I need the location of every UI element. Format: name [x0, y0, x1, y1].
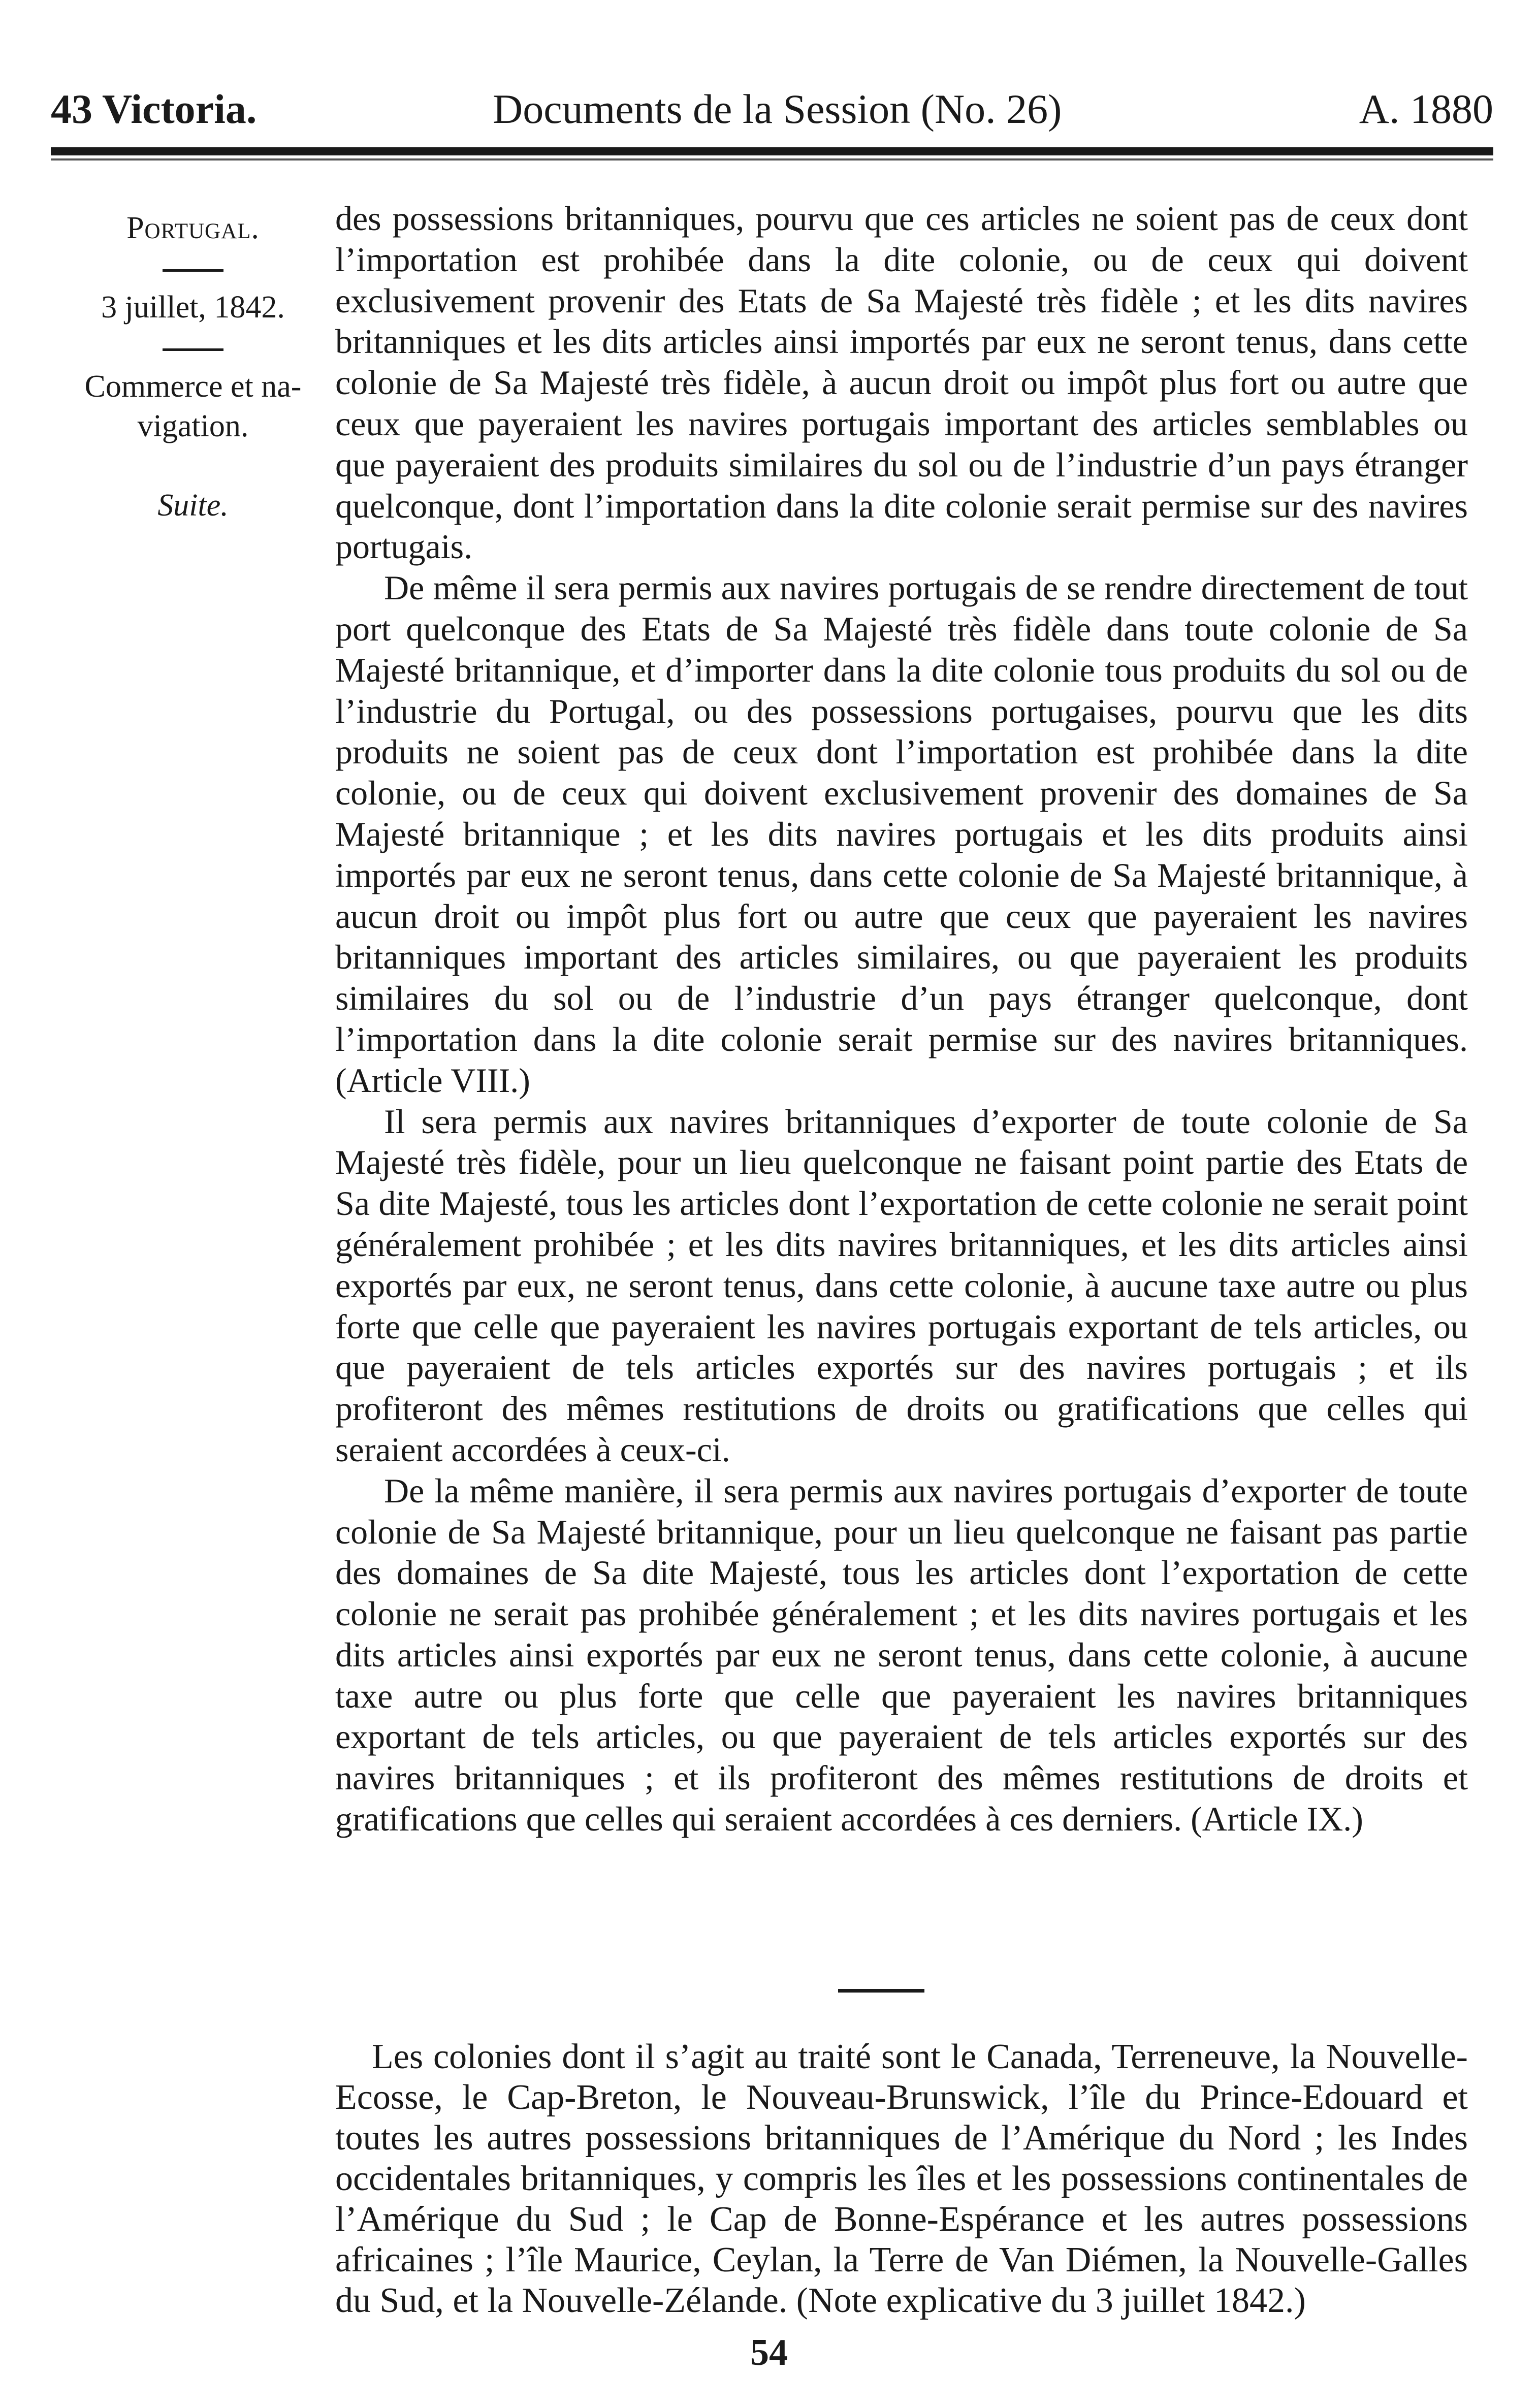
margin-divider: [51, 248, 335, 287]
margin-spacer: [51, 446, 335, 486]
paragraph: De même il sera permis aux navires portugais de se rendre directement de tout port quelconque des Etats de Sa Majesté très fidèle dans toute colonie de Sa Majesté britannique, et d’importer dans la dite colonie tous produits du sol ou de l’industrie du Portugal, ou des possessions portugaises, pourvu que les dits produits ne soient pas de ceux dont l’importation est prohibée dans la dite colonie, ou de ceux qui doivent exclusivement provenir des domaines de Sa Majesté britannique ; et les dits navires portugais et les dits produits ainsi importés par eux ne seront tenus, dans cette colonie de Sa Majesté britannique, à aucun droit ou impôt plus fort ou autre que ceux que payeraient les navires britanniques important des articles similaires, ou que payeraient les produits similaires du sol ou de l’industrie d’un pays étranger quelconque, dont l’importation dans la dite colonie serait permise sur des navires britanniques. (Article VIII.): [335, 568, 1468, 1100]
header-rule: [51, 147, 1493, 155]
margin-divider: [51, 327, 335, 367]
running-header: [51, 81, 1493, 137]
margin-country: Portugal.: [126, 211, 260, 245]
paragraph: De la même manière, il sera permis aux navires portugais d’exporter de toute colonie de Sa Majesté britannique, pour un lieu quelconque ne faisant pas partie des domaines de Sa dite Majesté, tous les articles dont l’exportation de cette colonie ne serait pas prohibée généralement ; et les dits navires portugais et les dits articles ainsi exportés par eux ne seront tenus, dans cette colonie, à aucune taxe autre ou plus forte que celle que payeraient les navires britanniques exportant de tels articles, ou que payeraient de tels articles exportés sur des navires britanniques ; et ils profiteront des mêmes restitutions de droits et gratifications que celles qui seraient accordées à ces derniers. (Article IX.): [335, 1471, 1468, 1839]
note-paragraph: Les colonies dont il s’agit au traité sont le Canada, Terreneuve, la Nouvelle-Ecosse, le Cap-Breton, le Nouveau-Brunswick, l’île du Prince-Edouard et toutes les autres possessions britanniques de l’Amérique du Nord ; les Indes occidentales britanniques, y compris les îles et les possessions continentales de l’Amérique du Sud ; le Cap de Bonne-Espérance et les autres possessions africaines ; l’île Maurice, Ceylan, la Terre de Van Diémen, la Nouvelle-Galles du Sud, et la Nouvelle-Zélande. (Note explicative du 3 juillet 1842.): [335, 2037, 1468, 2320]
margin-notes: [51, 208, 335, 525]
header-year: A. 1880: [1359, 86, 1493, 132]
header-volume: 43 Victoria.: [51, 86, 257, 132]
margin-subject-line1: Commerce et na-: [84, 369, 302, 404]
margin-date: 3 juillet, 1842.: [101, 290, 285, 325]
paragraph: Il sera permis aux navires britanniques d’exporter de toute colonie de Sa Majesté très fidèle, pour un lieu quelconque ne faisant point partie des Etats de Sa dite Majesté, tous les articles dont l’exportation de cette colonie ne serait point généralement prohibée ; et les dits navires britanniques, et les dits articles ainsi exportés par eux, ne seront tenus, dans cette colonie, à aucune taxe autre ou plus forte que celle que payeraient les navires portugais exportant de tels articles, ou que payeraient de tels articles exportés sur des navires portugais ; et ils profiteront des mêmes restitutions de droits ou gratifications que celles qui seraient accordées à ceux-ci.: [335, 1102, 1468, 1469]
explanatory-note: [335, 2037, 1468, 2321]
page-number: 54: [750, 2332, 788, 2373]
margin-subject-line2: vigation.: [137, 409, 249, 443]
margin-continued: Suite.: [157, 488, 229, 523]
paragraph: des possessions britanniques, pourvu que ces articles ne soient pas de ceux dont l’importation est prohibée dans la dite colonie, ou de ceux qui doivent exclusivement provenir des Etats de Sa Majesté très fidèle ; et les dits navires britanniques et les dits articles ainsi importés par eux ne seront tenus, dans cette colonie de Sa Majesté très fidèle, à aucun droit ou impôt plus fort ou autre que ceux que payeraient les navires portugais important des articles semblables ou que payeraient des produits similaires du sol ou de l’industrie d’un pays étranger quelconque, dont l’importation dans la dite colonie serait permise sur des navires portugais.: [335, 199, 1468, 566]
header-title: Documents de la Session (No. 26): [493, 86, 1062, 132]
header-rule-thin: [51, 158, 1493, 160]
main-text: [335, 198, 1468, 1840]
section-separator: [838, 1989, 924, 1993]
